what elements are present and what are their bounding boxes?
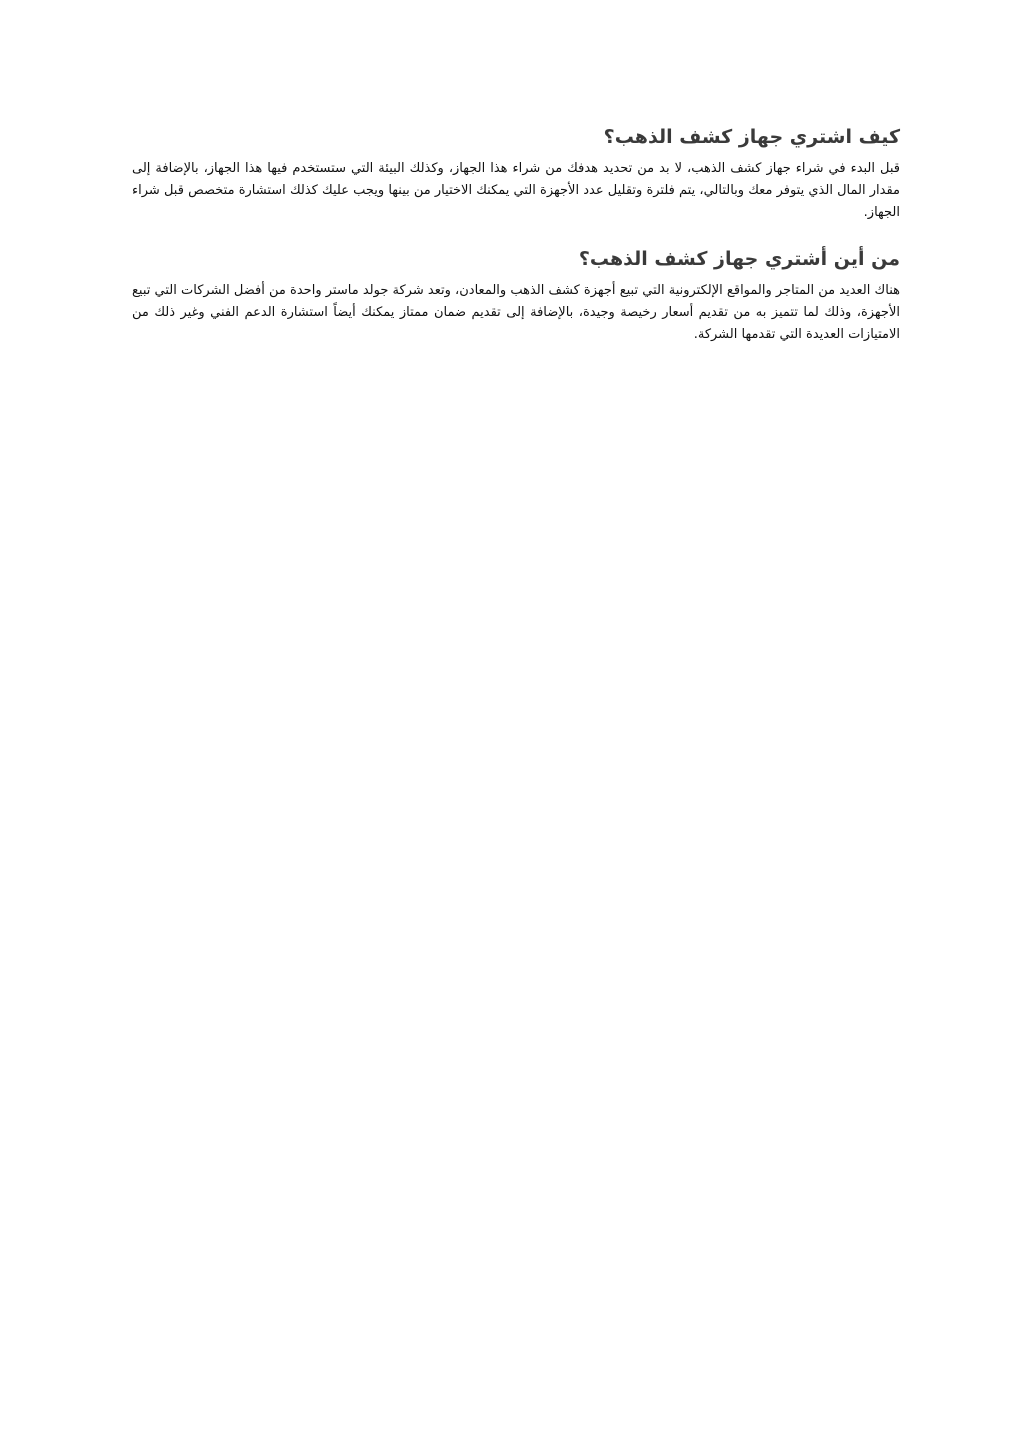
section-paragraph-how-to-buy: قبل البدء في شراء جهاز كشف الذهب، لا بد من تحديد هدفك من شراء هذا الجهاز، وكذلك البيئة التي ستستخدم فيها هذا الجهاز، بالإضافة إلى مقدار المال الذي يتوفر معك وبالتالي، يتم فلترة وتقليل عدد الأجهزة التي يمكنك الاختيار من بينها ويجب عليك كذلك استشارة متخصص قبل شراء الجهاز.: [132, 161, 900, 220]
section-how-to-buy: [132, 122, 900, 224]
section-heading-how-to-buy: كيف اشتري جهاز كشف الذهب؟: [603, 126, 900, 148]
document-content: [132, 122, 900, 346]
section-where-to-buy: [132, 244, 900, 346]
section-paragraph-where-to-buy: هناك العديد من المتاجر والمواقع الإلكترونية التي تبيع أجهزة كشف الذهب والمعادن، وتعد شركة جولد ماستر واحدة من أفضل الشركات التي تبيع الأجهزة، وذلك لما تتميز به من تقديم أسعار رخيصة وجيدة، بالإضافة إلى تقديم ضمان ممتاز يمكنك أيضاً استشارة الدعم الفني وغير ذلك من الامتيازات العديدة التي تقدمها الشركة.: [132, 283, 900, 342]
section-heading-where-to-buy: من أين أشتري جهاز كشف الذهب؟: [578, 248, 900, 270]
